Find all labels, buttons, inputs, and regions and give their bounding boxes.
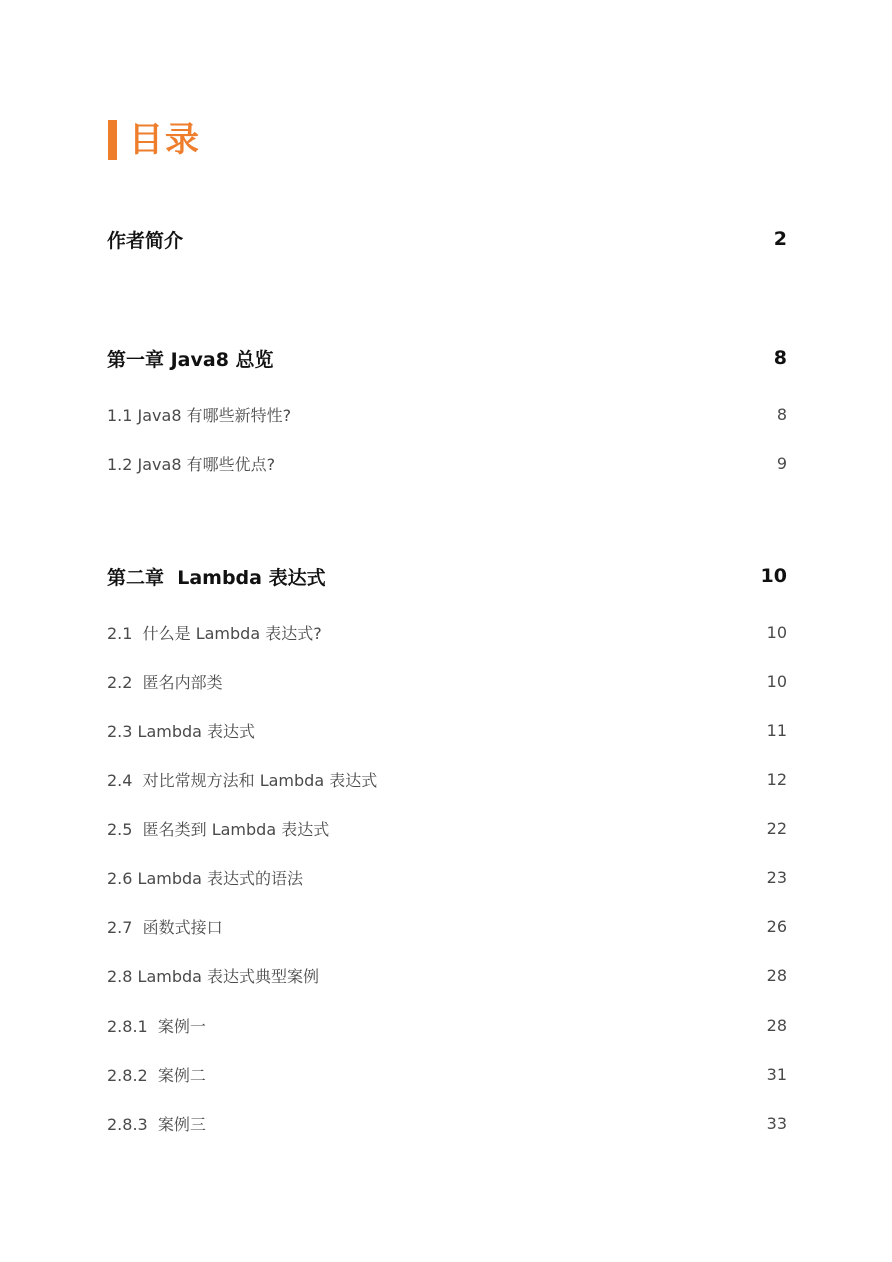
toc-entry-page: 8 [776,404,787,424]
toc-entry-label: 2.8.1 案例一 [107,1016,206,1036]
toc-entry-2-8-2[interactable] [107,1061,787,1087]
toc-entry-label: 2.2 匿名内部类 [107,672,223,692]
toc-entry-2-3[interactable] [107,717,787,743]
toc-entry-page: 26 [766,916,787,936]
heading-accent-bar [108,120,117,160]
toc-entry-label: 第二章 Lambda 表达式 [107,566,326,589]
toc-entry-chapter-1[interactable] [107,343,787,373]
toc-entry-page: 9 [776,453,787,473]
toc-entry-page: 8 [773,347,787,369]
toc-entry-page: 10 [760,565,787,587]
toc-entry-label: 2.3 Lambda 表达式 [107,721,256,741]
toc-entry-page: 2 [773,228,787,250]
toc-entry-label: 2.8.2 案例二 [107,1065,206,1085]
toc-entry-label: 2.5 匿名类到 Lambda 表达式 [107,819,330,839]
toc-entry-page: 31 [766,1064,787,1084]
toc-entry-author-intro[interactable] [107,224,787,254]
toc-entry-label: 2.7 函数式接口 [107,917,223,937]
toc-entry-label: 1.2 Java8 有哪些优点? [107,454,276,474]
toc-entry-1-1[interactable] [107,401,787,427]
toc-entry-2-7[interactable] [107,913,787,939]
toc-entry-label: 2.8 Lambda 表达式典型案例 [107,966,320,986]
toc-entry-label: 作者简介 [107,229,184,252]
toc-entry-2-8-3[interactable] [107,1110,787,1136]
toc-entry-page: 10 [766,622,787,642]
toc-entry-page: 12 [766,769,787,789]
toc-entry-2-8-1[interactable] [107,1012,787,1038]
toc-entry-chapter-2[interactable] [107,561,787,591]
toc-entry-page: 23 [766,867,787,887]
toc-entry-label: 2.8.3 案例三 [107,1114,206,1134]
toc-entry-2-8[interactable] [107,962,787,988]
toc-entry-2-2[interactable] [107,668,787,694]
toc-entry-page: 28 [766,965,787,985]
page-title: 目录 [129,120,201,160]
toc-heading [108,118,201,162]
toc-entry-2-1[interactable] [107,619,787,645]
toc-entry-2-4[interactable] [107,766,787,792]
toc-entry-2-6[interactable] [107,864,787,890]
toc-entry-page: 11 [766,720,787,740]
toc-entry-label: 第一章 Java8 总览 [107,348,274,371]
toc-entry-page: 28 [766,1015,787,1035]
toc-entry-label: 2.4 对比常规方法和 Lambda 表达式 [107,770,378,790]
toc-entry-label: 2.1 什么是 Lambda 表达式? [107,623,322,643]
toc-entry-label: 2.6 Lambda 表达式的语法 [107,868,304,888]
toc-entry-page: 33 [766,1113,787,1133]
toc-entry-1-2[interactable] [107,450,787,476]
toc-entry-label: 1.1 Java8 有哪些新特性? [107,405,292,425]
toc-entry-page: 10 [766,671,787,691]
toc-entry-2-5[interactable] [107,815,787,841]
toc-entry-page: 22 [766,818,787,838]
